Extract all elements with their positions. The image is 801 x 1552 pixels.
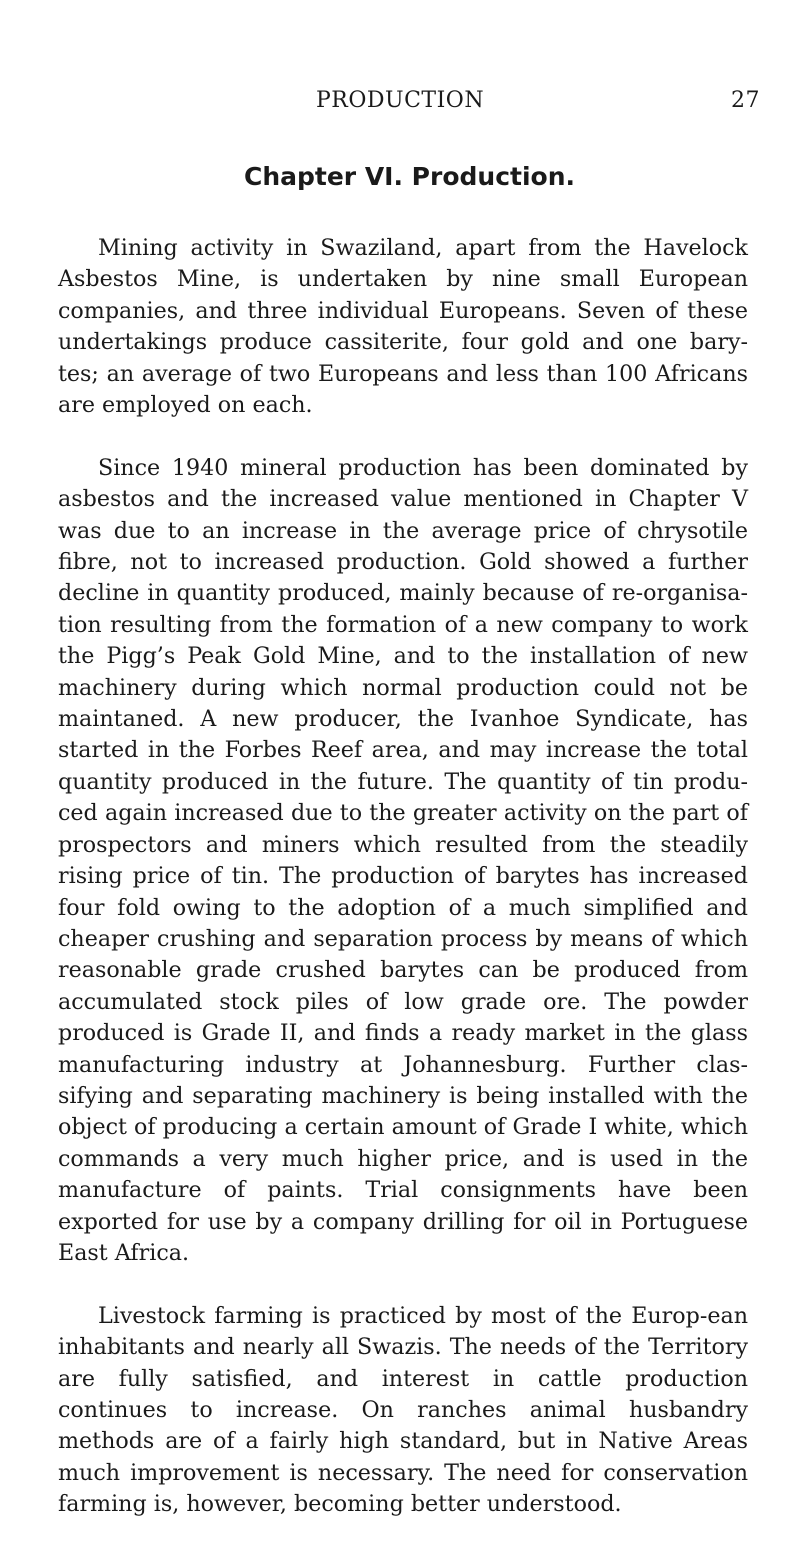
chapter-heading: Chapter VI. Production. bbox=[243, 162, 576, 191]
paragraph-livestock: Livestock farming is practiced by most of the Europ-ean inhabitants and nearly all Swazis. The needs of the Territory are fully satisfied, and interest in cattle production continues to increase. On ranches animal husbandry methods are of a fairly high standard, but in Native Areas much improvement is necessary. The need for conservation farming is, however, becoming better understood. bbox=[58, 1302, 748, 1518]
running-header bbox=[0, 88, 801, 116]
body-text bbox=[58, 233, 748, 1552]
paragraph-mineral-production: Since 1940 mineral production has been dominated by asbestos and the increased value mentioned in Chapter V was due to an increase in the average price of chrysotile fibre, not to increased production. Gold showed a further decline in quantity produced, mainly because of re-organisa-tion resulting from the formation of a new company to work the Pigg’s Peak Gold Mine, and to the installation of new machinery during which normal production could not be maintaned. A new producer, the Ivanhoe Syndicate, has started in the Forbes Reef area, and may increase the total quantity produced in the future. The quantity of tin produ-ced again increased due to the greater activity on the part of prospectors and miners which resulted from the steadily rising price of tin. The production of barytes has increased four fold owing to the adoption of a much simplified and cheaper crushing and separation process by means of which reasonable grade crushed barytes can be produced from accumulated stock piles of low grade ore. The powder produced is Grade II, and finds a ready market in the glass manufacturing industry at Johannesburg. Further clas-sifying and separating machinery is being installed with the object of producing a certain amount of Grade I white, which commands a very much higher price, and is used in the manufacture of paints. Trial consignments have been exported for use by a company drilling for oil in Portuguese East Africa. bbox=[58, 454, 748, 1266]
paragraph-mining: Mining activity in Swaziland, apart from the Havelock Asbestos Mine, is undertaken by nine small European companies, and three individual Europeans. Seven of these undertakings produce cassiterite, four gold and one bary-tes; an average of two Europeans and less than 100 Africans are employed on each. bbox=[58, 235, 748, 419]
page-number: 27 bbox=[731, 88, 760, 113]
running-title: PRODUCTION bbox=[316, 88, 485, 113]
